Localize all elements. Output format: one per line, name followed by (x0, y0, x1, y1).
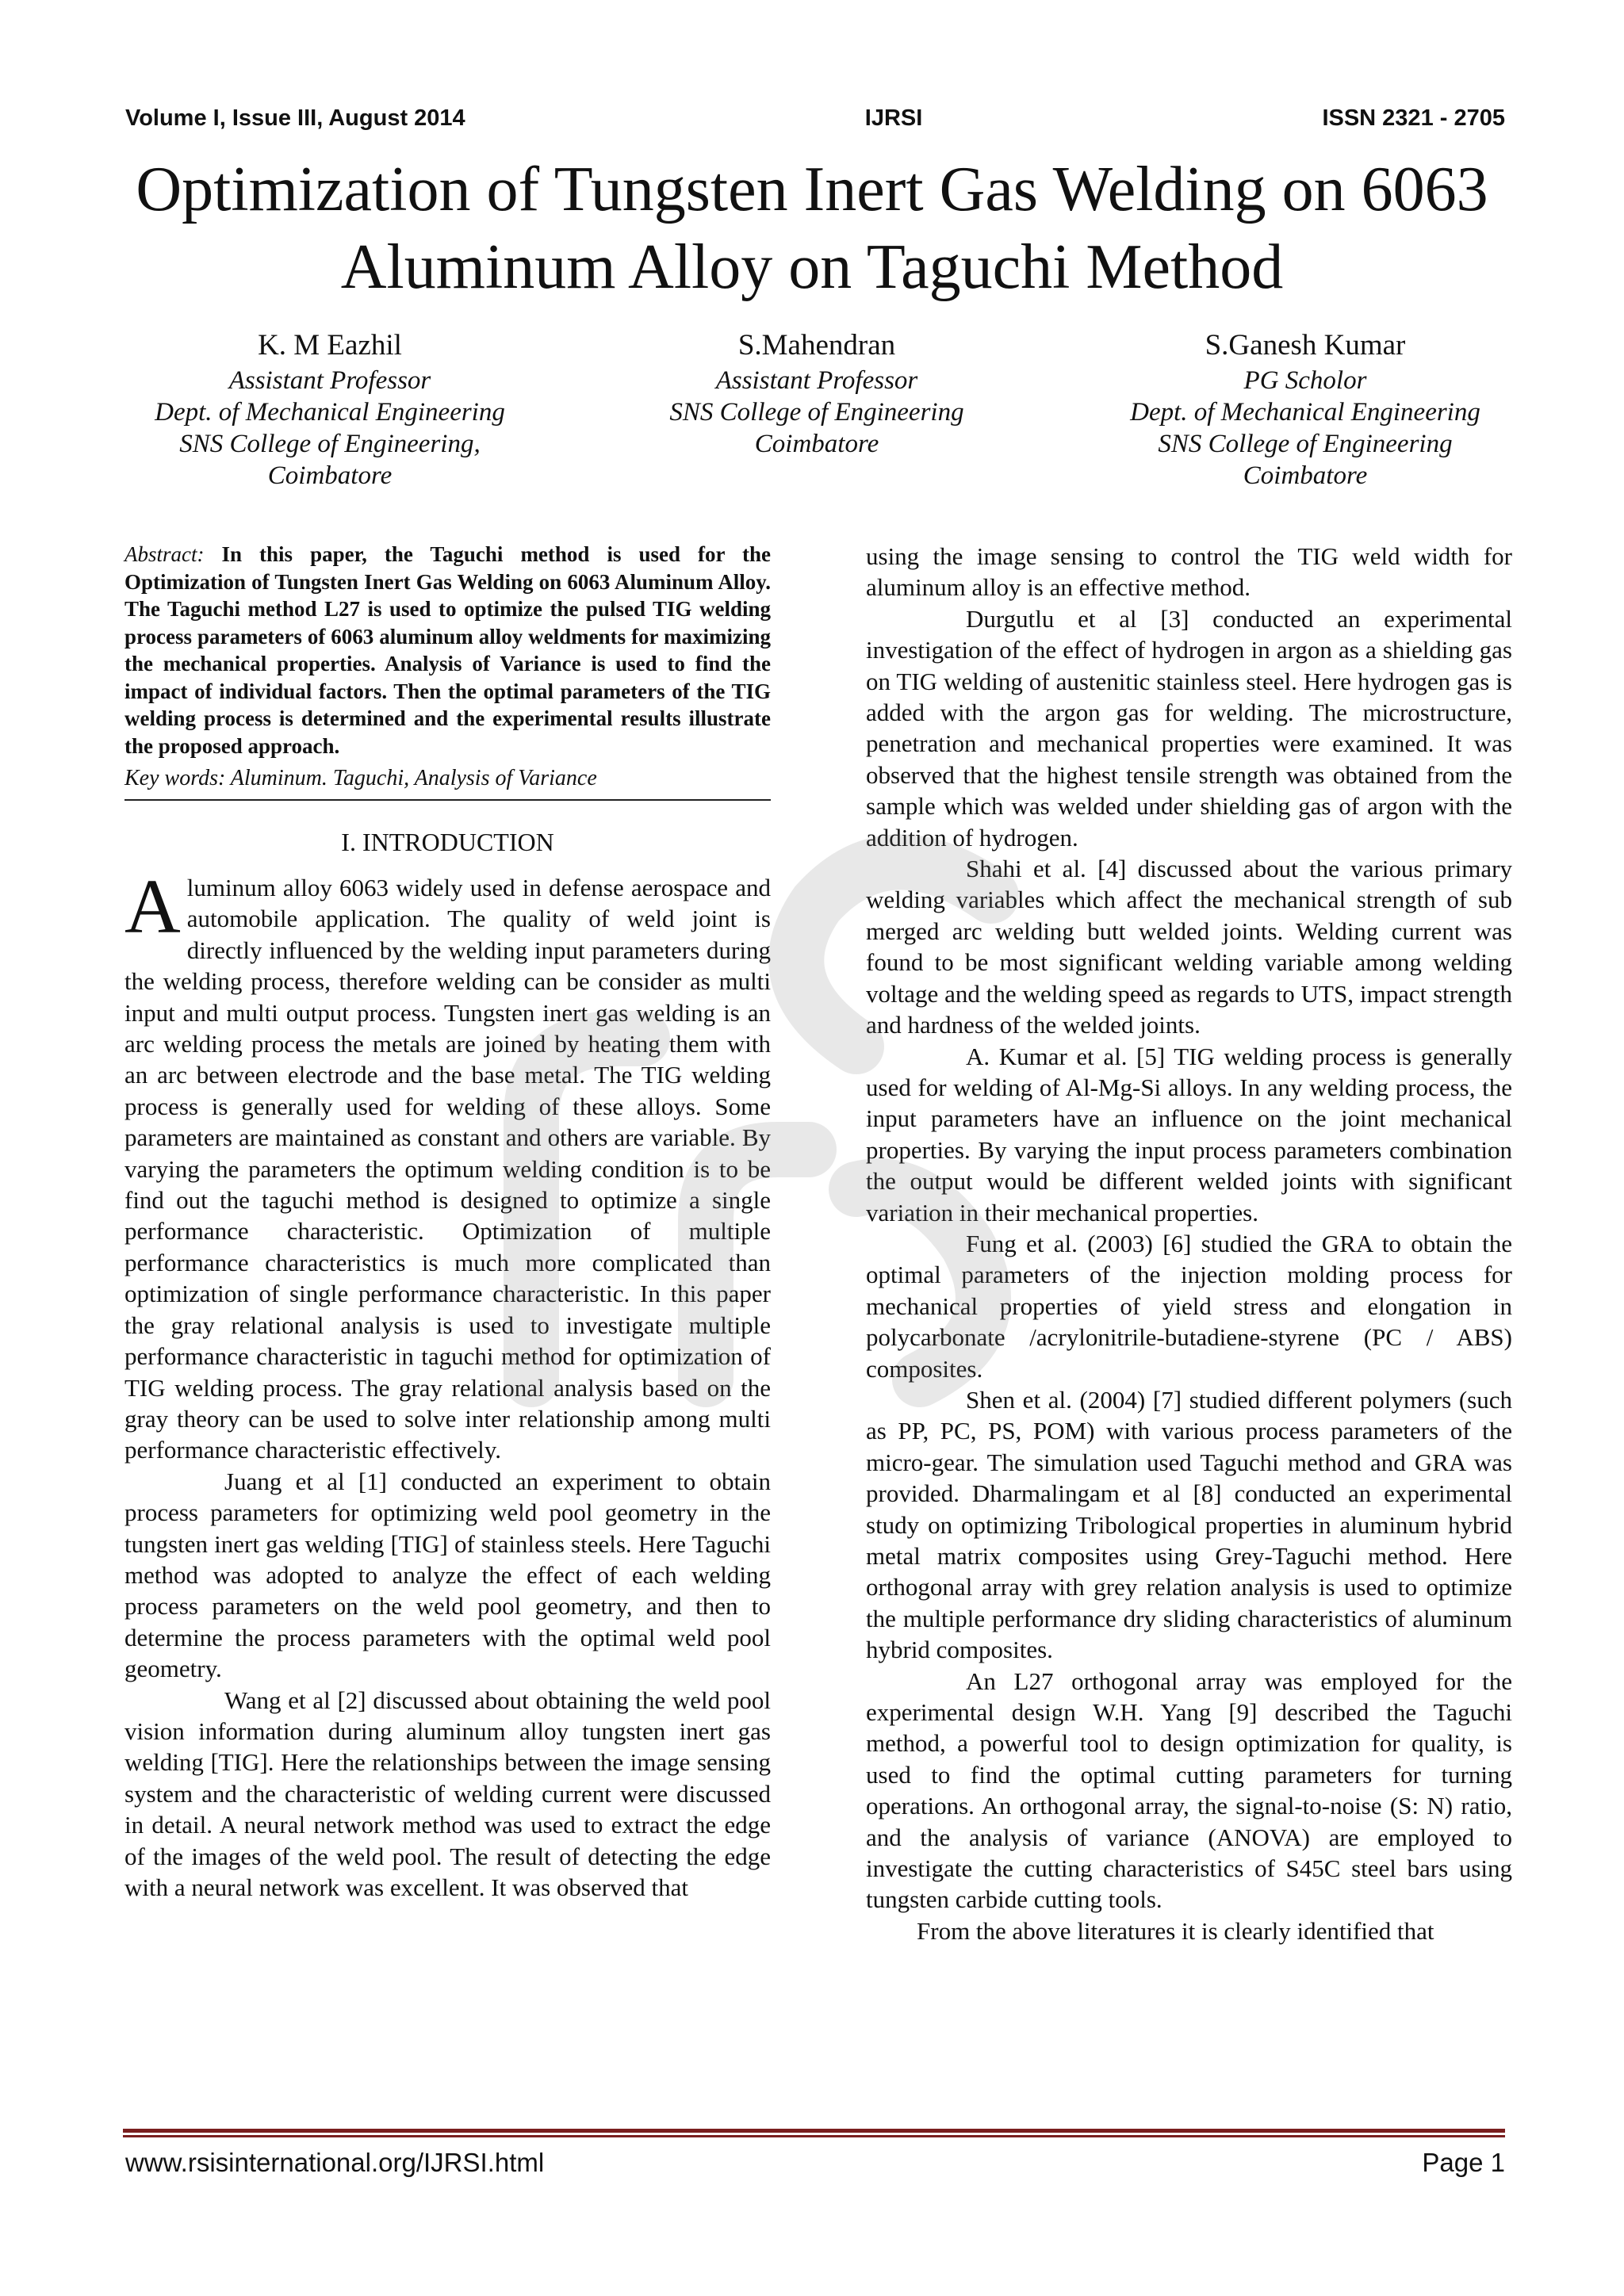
author-affiliation-line: SNS College of Engineering, (179, 430, 481, 458)
author-name: K. M Eazhil (258, 329, 402, 362)
author-2 (563, 327, 1071, 460)
issn: ISSN 2321 - 2705 (1322, 105, 1505, 131)
page-footer (125, 2141, 1505, 2185)
author-affiliation-line: Coimbatore (267, 461, 393, 490)
author-affiliation-line: Dept. of Mechanical Engineering (155, 398, 505, 427)
author-affiliation-line: SNS College of Engineering (1158, 430, 1453, 458)
left-column (124, 541, 771, 1903)
author-name: S.Mahendran (737, 329, 896, 362)
keywords: Key words: Aluminum. Taguchi, Analysis of Variance (124, 764, 771, 801)
author-affiliation-line: PG Scholor (1243, 366, 1367, 395)
drop-cap: A (124, 864, 181, 950)
author-3 (1051, 327, 1559, 492)
intro-first-paragraph: luminum alloy 6063 widely used in defense aerospace and automobile application. The quality of weld joint is directly influenced by the welding input parameters during the welding process, therefore welding can be consider as multi input and multi output process. Tungsten inert gas welding is an arc welding process the metals are joined by heating them with an arc between electrode and the base metal. The TIG welding process is generally used for welding of these alloys. Some parameters are maintained as constant and others are variable. By varying the parameters the optimum welding condition is to be find out the taguchi method is designed to optimize a single performance characteristic. Optimization of multiple performance characteristics is much more complicated than optimization of single performance characteristic. In this paper the gray relational analysis is used to investigate multiple performance characteristic in taguchi method for optimization of TIG welding process. The gray relational analysis based on the gray theory can be used to solve inter relationship among multi performance characteristic effectively. (124, 874, 771, 1464)
body-paragraph: From the above literatures it is clearly identified that (917, 1916, 1434, 1945)
running-header (125, 98, 1505, 138)
author-block (0, 327, 1624, 493)
body-paragraph: An L27 orthogonal array was employed for the experimental design W.H. Yang [9] described the Taguchi method, a powerful tool to design optimization for quality, is used to find the optimal cutting parameters for turning operations. An orthogonal array, the signal-to-noise (S: N) ratio, and the analysis of variance (ANOVA) are employed to investigate the cutting characteristics of S45C steel bars using tungsten carbide cutting tools. (866, 1667, 1512, 1914)
journal-name: IJRSI (864, 105, 923, 131)
body-paragraph: A. Kumar et al. [5] TIG welding process is generally used for welding of Al-Mg-Si alloys. In any welding process, the input parameters have an influence on the joint mechanical properties. By varying the input process parameters combination the output would be different welded joints with significant variation in their mechanical properties. (866, 1042, 1512, 1226)
author-affiliation-line: Coimbatore (1243, 461, 1368, 490)
body-paragraph: Durgutlu et al [3] conducted an experimental investigation of the effect of hydrogen in argon as a shielding gas on TIG welding of austenitic stainless steel. Here hydrogen gas is added with the argon gas for welding. The microstructure, penetration and mechanical properties were examined. It was observed that the highest tensile strength was obtained from the sample which was welded under shielding gas of argon with the addition of hydrogen. (866, 604, 1512, 851)
body-paragraph: Shen et al. (2004) [7] studied different polymers (such as PP, PC, PS, POM) with various process parameters of the micro-gear. The simulation used Taguchi method and GRA was provided. Dharmalingam et al [8] conducted an experimental study on optimizing Tribological properties in aluminum hybrid metal matrix composites using Grey-Taguchi method. Here orthogonal array with grey relation analysis is used to optimize the multiple performance dry sliding characteristics of aluminum hybrid composites. (866, 1385, 1512, 1664)
abstract-label: Abstract: (124, 542, 205, 566)
volume-info: Volume I, Issue III, August 2014 (125, 105, 465, 131)
footer-rule (123, 2129, 1505, 2138)
body-paragraph: Shahi et al. [4] discussed about the various primary welding variables which affect the mechanical strength of sub merged arc welding butt welded joints. Welding current was found to be most significant welding variable among welding voltage and the welding speed as regards to UTS, impact strength and hardness of the welded joints. (866, 855, 1512, 1039)
author-affiliation-line: Dept. of Mechanical Engineering (1130, 398, 1480, 427)
paper-title: Optimization of Tungsten Inert Gas Welding on 6063 Aluminum Alloy on Taguchi Method (136, 155, 1488, 302)
body-paragraph-continuation: using the image sensing to control the TIG weld width for aluminum alloy is an effective method. (866, 542, 1512, 602)
body-paragraph: Juang et al [1] conducted an experiment to obtain process parameters for optimizing weld pool geometry in the tungsten inert gas welding [TIG] of stainless steels. Here Taguchi method was adopted to analyze the effect of each welding process parameters on the weld pool geometry, and then to determine the process parameters with the optimal weld pool geometry. (124, 1467, 771, 1683)
right-column (866, 541, 1512, 1946)
author-affiliation-line: SNS College of Engineering (669, 398, 964, 427)
body-paragraph: Wang et al [2] discussed about obtaining the weld pool vision information during aluminum alloy tungsten inert gas welding [TIG]. Here the relationships between the image sensing system and the characteristic of welding current were discussed in detail. A neural network method was used to extract the edge of the images of the weld pool. The result of detecting the edge with a neural network was excellent. It was observed that (124, 1686, 771, 1901)
intro-paragraph (124, 864, 771, 1466)
page-number: Page 1 (1422, 2148, 1505, 2177)
section-heading: I. INTRODUCTION (341, 828, 554, 856)
abstract-text: In this paper, the Taguchi method is used for the Optimization of Tungsten Inert Gas Welding on 6063 Aluminum Alloy. The Taguchi method L27 is used to optimize the pulsed TIG welding process parameters of 6063 aluminum alloy weldments for maximizing the mechanical properties. Analysis of Variance is used to find the impact of individual factors. Then the optimal parameters of the TIG welding process is determined and the experimental results illustrate the proposed approach. (124, 542, 771, 758)
author-affiliation-line: Coimbatore (754, 430, 879, 458)
author-affiliation-line: Assistant Professor (715, 366, 918, 395)
abstract (124, 541, 771, 760)
author-affiliation-line: Assistant Professor (228, 366, 431, 395)
author-name: S.Ganesh Kumar (1205, 329, 1406, 362)
footer-url[interactable]: www.rsisinternational.org/IJRSI.html (125, 2148, 545, 2177)
body-paragraph: Fung et al. (2003) [6] studied the GRA to obtain the optimal parameters of the injection molding process for mechanical properties of yield stress and elongation in polycarbonate /acrylonitrile-butadiene-styrene (PC / ABS) composites. (866, 1229, 1512, 1383)
author-1 (76, 327, 584, 492)
